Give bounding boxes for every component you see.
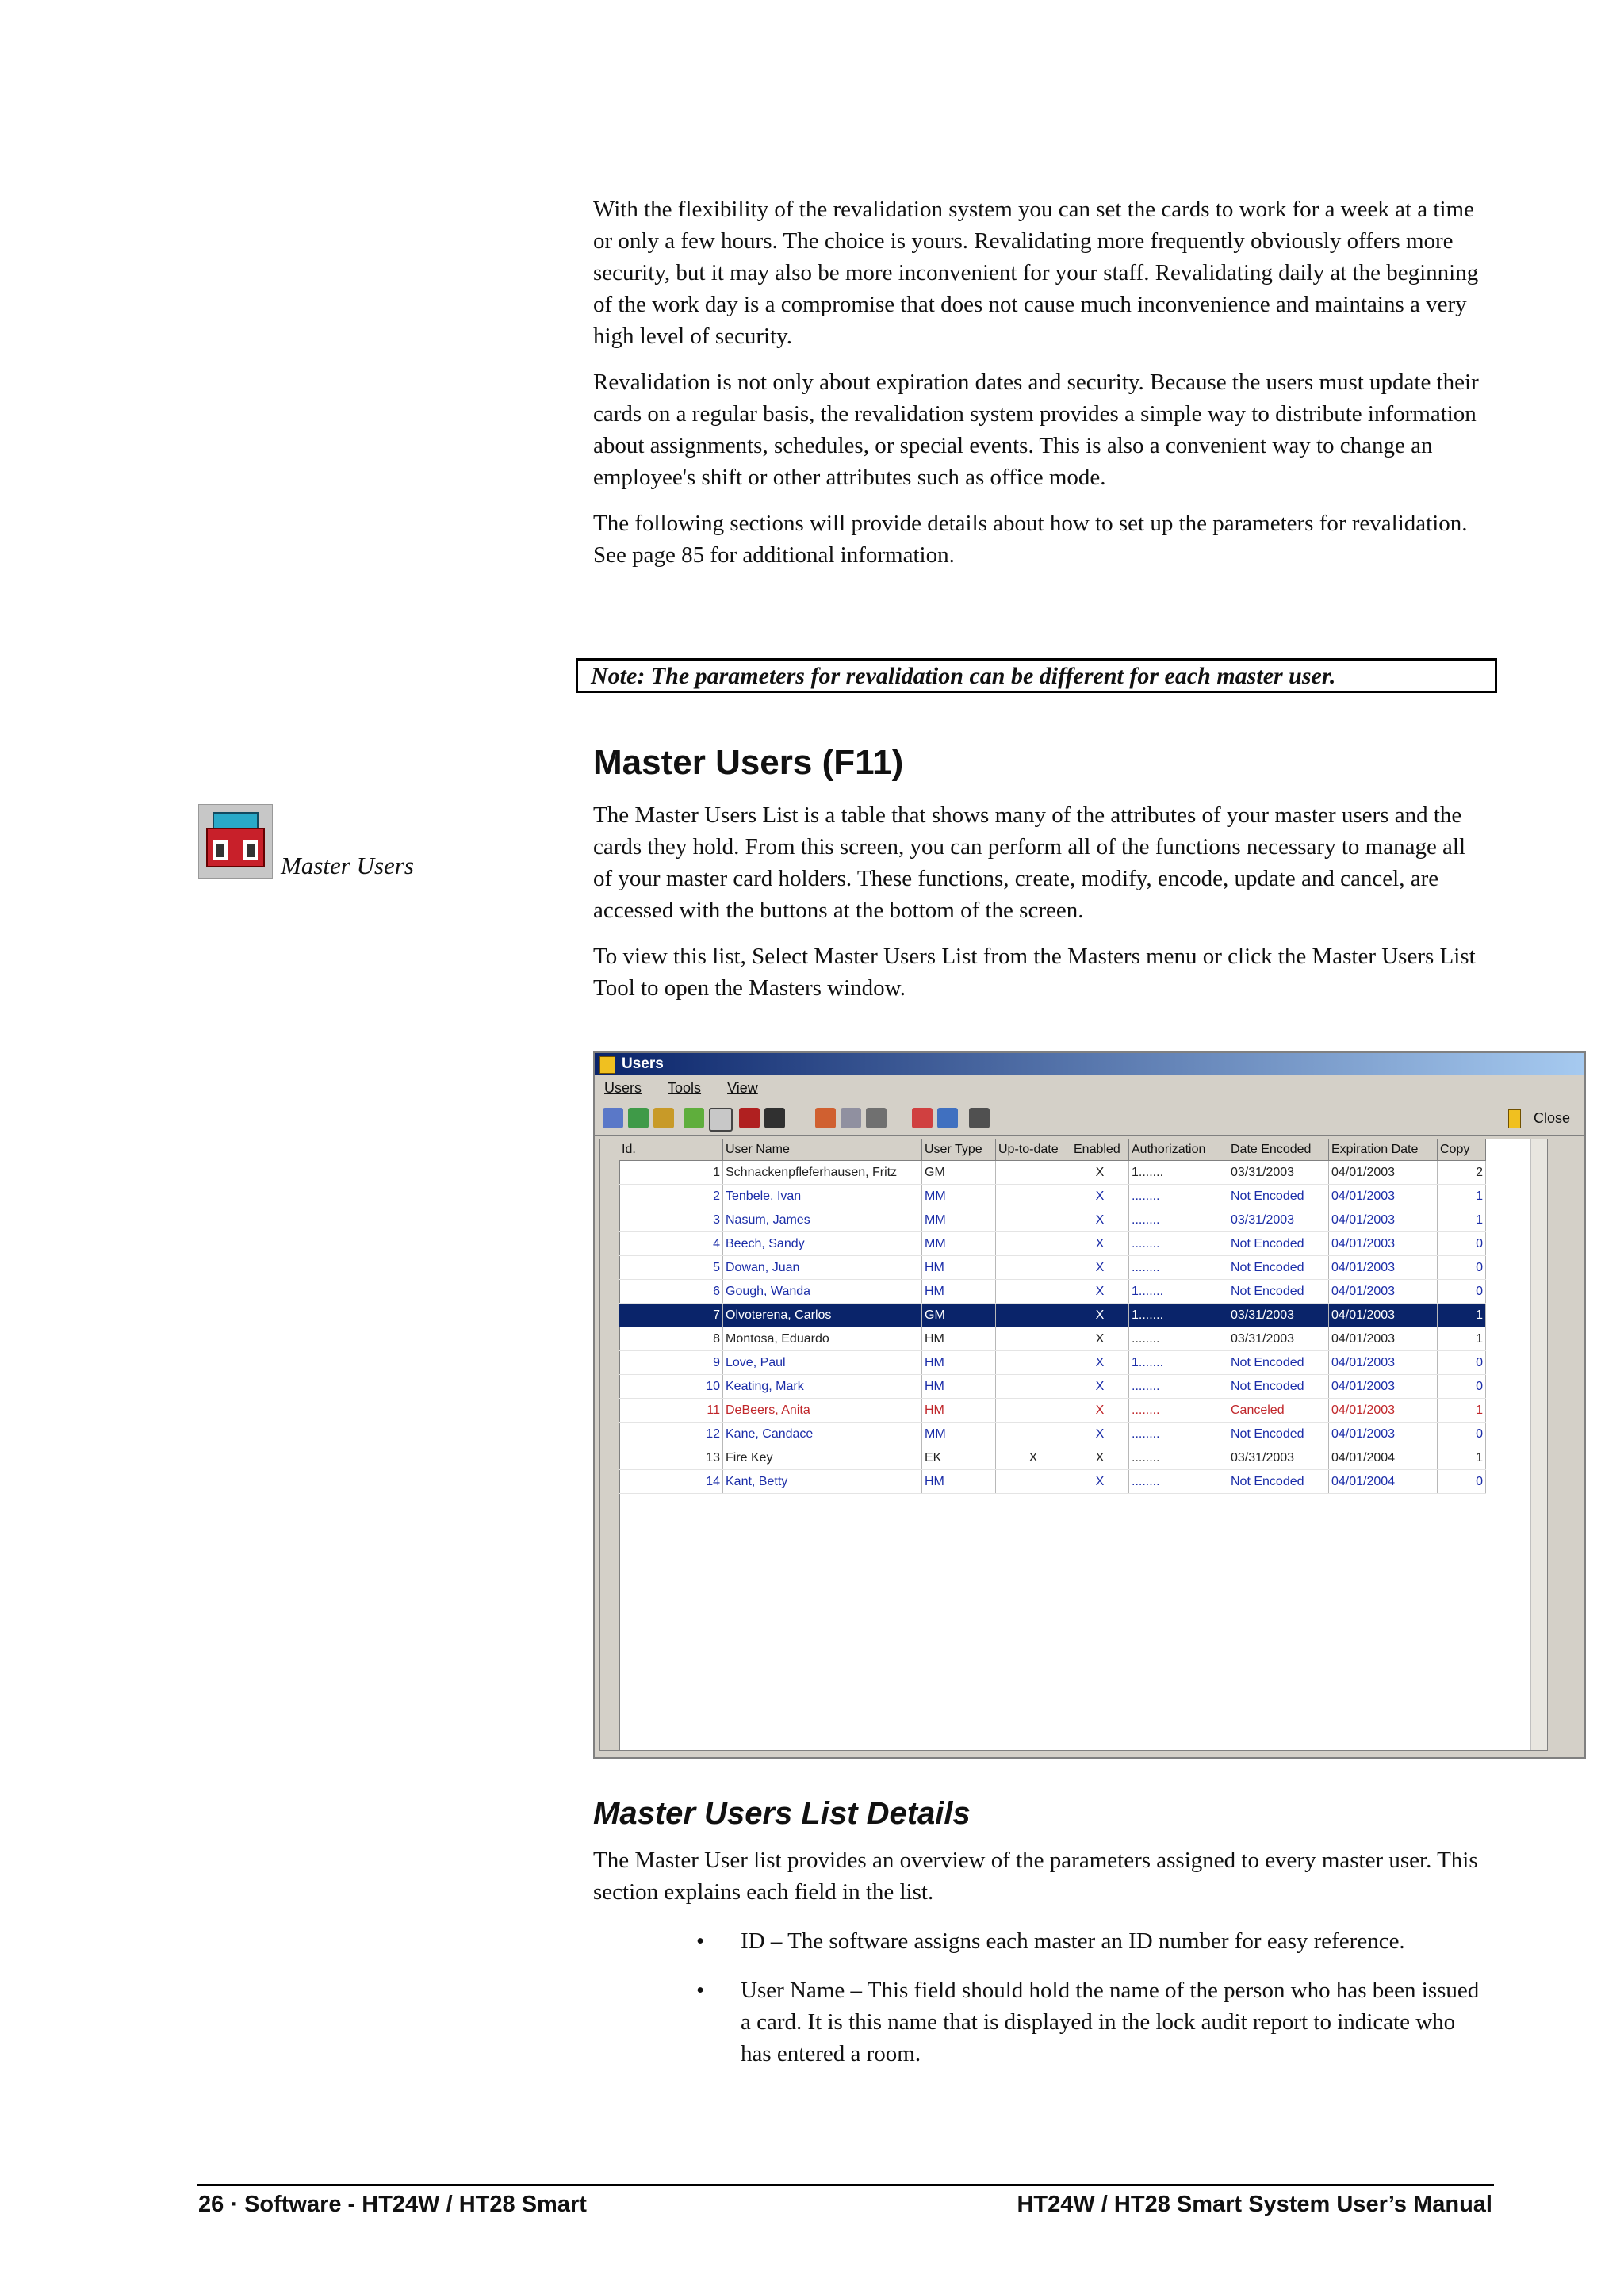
col-header-id[interactable]: Id. [619, 1139, 723, 1161]
bullet-icon: • [696, 1978, 705, 2003]
cell-type: MM [922, 1232, 996, 1256]
bullet-icon: • [696, 1928, 705, 1954]
close-button[interactable] [1502, 1106, 1578, 1130]
users-grid [599, 1139, 1548, 1751]
list-item [696, 1925, 1481, 1957]
cell-type: HM [922, 1375, 996, 1399]
cell-id: 11 [619, 1399, 723, 1423]
card-icon[interactable] [739, 1108, 760, 1128]
cell-expires: 04/01/2003 [1329, 1351, 1438, 1375]
cell-uptodate [996, 1375, 1071, 1399]
cell-encoded: Not Encoded [1228, 1351, 1329, 1375]
table-row[interactable] [619, 1446, 1486, 1470]
cell-uptodate: X [996, 1446, 1071, 1470]
table-row[interactable] [619, 1185, 1486, 1208]
cell-copy: 1 [1438, 1446, 1486, 1470]
cell-copy: 0 [1438, 1280, 1486, 1304]
master-users-icon [198, 804, 273, 879]
cell-type: HM [922, 1256, 996, 1280]
cell-type: MM [922, 1185, 996, 1208]
menu-users[interactable]: Users [604, 1080, 642, 1096]
list-item [696, 1974, 1481, 2070]
cell-copy: 2 [1438, 1161, 1486, 1185]
col-header-enabled[interactable]: Enabled [1071, 1139, 1129, 1161]
cell-enabled: X [1071, 1185, 1129, 1208]
cell-enabled: X [1071, 1327, 1129, 1351]
cell-expires: 04/01/2003 [1329, 1232, 1438, 1256]
table-header [619, 1139, 1486, 1161]
details-paragraph: The Master User list provides an overview of the parameters assigned to every master user. This section explains each field in the list. [593, 1848, 1478, 1905]
cell-id: 8 [619, 1327, 723, 1351]
cell-name: Dowan, Juan [723, 1256, 922, 1280]
cell-auth: ........ [1129, 1470, 1228, 1494]
col-header-authorization[interactable]: Authorization [1129, 1139, 1228, 1161]
cell-expires: 04/01/2003 [1329, 1280, 1438, 1304]
cell-copy: 0 [1438, 1351, 1486, 1375]
intro-paragraph: The following sections will provide details about how to set up the parameters for revalidation. See page 85 for additional information. [593, 511, 1468, 568]
cell-enabled: X [1071, 1208, 1129, 1232]
cell-id: 10 [619, 1375, 723, 1399]
cell-name: Fire Key [723, 1446, 922, 1470]
cell-uptodate [996, 1423, 1071, 1446]
trash-icon[interactable] [764, 1108, 785, 1128]
cell-id: 6 [619, 1280, 723, 1304]
table-row[interactable] [619, 1351, 1486, 1375]
cell-id: 12 [619, 1423, 723, 1446]
footer-left: 26 · Software - HT24W / HT28 Smart [198, 2192, 587, 2217]
cell-enabled: X [1071, 1161, 1129, 1185]
cell-uptodate [996, 1351, 1071, 1375]
cell-enabled: X [1071, 1375, 1129, 1399]
table-row[interactable] [619, 1470, 1486, 1494]
cell-type: MM [922, 1208, 996, 1232]
cell-auth: ........ [1129, 1399, 1228, 1423]
cell-encoded: 03/31/2003 [1228, 1446, 1329, 1470]
cell-encoded: 03/31/2003 [1228, 1327, 1329, 1351]
cell-enabled: X [1071, 1446, 1129, 1470]
cell-type: GM [922, 1161, 996, 1185]
cell-name: Kant, Betty [723, 1470, 922, 1494]
search-icon[interactable] [709, 1108, 733, 1132]
cell-copy: 1 [1438, 1304, 1486, 1327]
cell-copy: 0 [1438, 1375, 1486, 1399]
app-icon [599, 1056, 615, 1074]
cell-expires: 04/01/2003 [1329, 1327, 1438, 1351]
cell-auth: ........ [1129, 1185, 1228, 1208]
cell-type: GM [922, 1304, 996, 1327]
cell-encoded: 03/31/2003 [1228, 1208, 1329, 1232]
cell-encoded: 03/31/2003 [1228, 1161, 1329, 1185]
cell-auth: 1....... [1129, 1161, 1228, 1185]
cell-uptodate [996, 1185, 1071, 1208]
cell-copy: 1 [1438, 1208, 1486, 1232]
toolbar [595, 1101, 1584, 1136]
report-icon[interactable] [969, 1108, 990, 1128]
table-row[interactable] [619, 1375, 1486, 1399]
menu-view[interactable]: View [727, 1080, 758, 1096]
cell-encoded: 03/31/2003 [1228, 1304, 1329, 1327]
cell-id: 4 [619, 1232, 723, 1256]
door-icon [1508, 1109, 1521, 1128]
cell-id: 9 [619, 1351, 723, 1375]
copy-icon[interactable] [841, 1108, 861, 1128]
cell-name: Tenbele, Ivan [723, 1185, 922, 1208]
cell-name: Olvoterena, Carlos [723, 1304, 922, 1327]
cell-enabled: X [1071, 1470, 1129, 1494]
cell-enabled: X [1071, 1351, 1129, 1375]
cell-type: HM [922, 1327, 996, 1351]
cell-expires: 04/01/2003 [1329, 1256, 1438, 1280]
cell-id: 1 [619, 1161, 723, 1185]
import-icon[interactable] [653, 1108, 674, 1128]
cell-enabled: X [1071, 1399, 1129, 1423]
cell-enabled: X [1071, 1304, 1129, 1327]
cell-uptodate [996, 1304, 1071, 1327]
master-section-body [593, 799, 1481, 1018]
help-icon[interactable] [912, 1108, 933, 1128]
section-heading: Master Users (F11) [593, 743, 904, 782]
field-list [696, 1925, 1481, 2087]
cell-id: 13 [619, 1446, 723, 1470]
footer-right: HT24W / HT28 Smart System User’s Manual [1017, 2192, 1492, 2217]
cell-auth: ........ [1129, 1208, 1228, 1232]
cell-enabled: X [1071, 1280, 1129, 1304]
cell-type: HM [922, 1351, 996, 1375]
note-box: Note: The parameters for revalidation can be different for each master user. [576, 658, 1497, 693]
cell-auth: ........ [1129, 1256, 1228, 1280]
cell-type: HM [922, 1399, 996, 1423]
cell-encoded: Not Encoded [1228, 1280, 1329, 1304]
cell-type: EK [922, 1446, 996, 1470]
cell-expires: 04/01/2003 [1329, 1399, 1438, 1423]
cell-type: MM [922, 1423, 996, 1446]
list-item-text: User Name – This field should hold the name of the person who has been issued a card. It is this name that is displayed in the lock audit report to indicate who has entered a room. [741, 1978, 1480, 2066]
cell-expires: 04/01/2003 [1329, 1185, 1438, 1208]
table-row[interactable] [619, 1232, 1486, 1256]
col-header-up-to-date[interactable]: Up-to-date [996, 1139, 1071, 1161]
cell-uptodate [996, 1280, 1071, 1304]
cell-id: 7 [619, 1304, 723, 1327]
cell-copy: 0 [1438, 1256, 1486, 1280]
cell-name: Gough, Wanda [723, 1280, 922, 1304]
cell-enabled: X [1071, 1232, 1129, 1256]
cell-id: 5 [619, 1256, 723, 1280]
cell-expires: 04/01/2003 [1329, 1423, 1438, 1446]
table-row[interactable] [619, 1423, 1486, 1446]
cell-auth: ........ [1129, 1446, 1228, 1470]
window-title: Users [622, 1055, 664, 1072]
cell-name: Nasum, James [723, 1208, 922, 1232]
cell-id: 2 [619, 1185, 723, 1208]
users-table [619, 1139, 1486, 1494]
intro-paragraph: With the flexibility of the revalidation system you can set the cards to work for a week at a time or only a few hours. The choice is yours. Revalidating more frequently obviously offers more security, but it may also be more inconvenient for your staff. Revalidating daily at the beginning of the work day is a compromise that does not cause much inconvenience and maintains a very high level of security. [593, 197, 1479, 349]
cell-name: Love, Paul [723, 1351, 922, 1375]
row-selector-column[interactable] [600, 1139, 620, 1750]
table-row[interactable] [619, 1161, 1486, 1185]
cell-copy: 0 [1438, 1232, 1486, 1256]
users-window [593, 1051, 1586, 1759]
edit-user-icon[interactable] [628, 1108, 649, 1128]
cell-expires: 04/01/2003 [1329, 1375, 1438, 1399]
col-header-user-name[interactable]: User Name [723, 1139, 922, 1161]
print-icon[interactable] [866, 1108, 887, 1128]
cell-expires: 04/01/2003 [1329, 1208, 1438, 1232]
cell-copy: 1 [1438, 1327, 1486, 1351]
table-row[interactable] [619, 1208, 1486, 1232]
cell-name: Schnackenpfleferhausen, Fritz [723, 1161, 922, 1185]
list-item-text: ID – The software assigns each master an ID number for easy reference. [741, 1928, 1405, 1954]
table-row[interactable] [619, 1399, 1486, 1423]
cell-auth: 1....... [1129, 1304, 1228, 1327]
cell-auth: ........ [1129, 1327, 1228, 1351]
col-header-user-type[interactable]: User Type [922, 1139, 996, 1161]
cell-type: HM [922, 1470, 996, 1494]
cell-copy: 0 [1438, 1423, 1486, 1446]
cell-name: Kane, Candace [723, 1423, 922, 1446]
cell-expires: 04/01/2004 [1329, 1470, 1438, 1494]
cell-copy: 0 [1438, 1470, 1486, 1494]
col-header-copy[interactable]: Copy [1438, 1139, 1486, 1161]
table-row[interactable] [619, 1280, 1486, 1304]
cell-uptodate [996, 1256, 1071, 1280]
cell-enabled: X [1071, 1256, 1129, 1280]
cell-uptodate [996, 1232, 1071, 1256]
cell-encoded: Canceled [1228, 1399, 1329, 1423]
cell-copy: 1 [1438, 1399, 1486, 1423]
table-row[interactable] [619, 1327, 1486, 1351]
cell-uptodate [996, 1399, 1071, 1423]
cell-uptodate [996, 1161, 1071, 1185]
table-row[interactable] [619, 1304, 1486, 1327]
cell-encoded: Not Encoded [1228, 1256, 1329, 1280]
cell-expires: 04/01/2004 [1329, 1446, 1438, 1470]
vertical-scrollbar[interactable] [1530, 1139, 1547, 1750]
cell-auth: ........ [1129, 1375, 1228, 1399]
cell-id: 3 [619, 1208, 723, 1232]
cell-auth: 1....... [1129, 1351, 1228, 1375]
subsection-heading: Master Users List Details [593, 1796, 971, 1831]
cell-copy: 1 [1438, 1185, 1486, 1208]
cell-auth: ........ [1129, 1232, 1228, 1256]
cell-name: DeBeers, Anita [723, 1399, 922, 1423]
sidebar-label: Master Users [281, 852, 414, 879]
col-header-date-encoded[interactable]: Date Encoded [1228, 1139, 1329, 1161]
cell-uptodate [996, 1327, 1071, 1351]
cell-enabled: X [1071, 1423, 1129, 1446]
col-header-expiration-date[interactable]: Expiration Date [1329, 1139, 1438, 1161]
pencil-icon[interactable] [937, 1108, 958, 1128]
intro-paragraph: Revalidation is not only about expiration dates and security. Because the users must update their cards on a regular basis, the revalidation system provides a simple way to distribute information about assignments, schedules, or special events. This is also a convenient way to change an employee's shift or other attributes such as office mode. [593, 370, 1479, 490]
cell-encoded: Not Encoded [1228, 1470, 1329, 1494]
cell-name: Keating, Mark [723, 1375, 922, 1399]
page-footer [198, 2192, 1492, 2223]
details-section-body [593, 1844, 1481, 1922]
footer-rule [197, 2184, 1494, 2186]
new-user-icon[interactable] [603, 1108, 623, 1128]
cell-name: Beech, Sandy [723, 1232, 922, 1256]
cell-encoded: Not Encoded [1228, 1185, 1329, 1208]
master-paragraph: The Master Users List is a table that shows many of the attributes of your master users and the cards they hold. From this screen, you can perform all of the functions necessary to manage all of your master card holders. These functions, create, modify, encode, update and cancel, are accessed with the buttons at the bottom of the screen. [593, 802, 1466, 923]
cell-uptodate [996, 1208, 1071, 1232]
cell-auth: ........ [1129, 1423, 1228, 1446]
cell-encoded: Not Encoded [1228, 1423, 1329, 1446]
cell-id: 14 [619, 1470, 723, 1494]
close-button-label: Close [1533, 1110, 1570, 1126]
intro-section [593, 193, 1481, 585]
cell-name: Montosa, Eduardo [723, 1327, 922, 1351]
cell-uptodate [996, 1470, 1071, 1494]
cell-type: HM [922, 1280, 996, 1304]
cell-expires: 04/01/2003 [1329, 1161, 1438, 1185]
window-title-bar[interactable] [595, 1053, 1584, 1075]
refresh-icon[interactable] [815, 1108, 836, 1128]
menu-tools[interactable]: Tools [668, 1080, 702, 1096]
master-paragraph: To view this list, Select Master Users List from the Masters menu or click the Master Users List Tool to open the Masters window. [593, 944, 1476, 1001]
table-row[interactable] [619, 1256, 1486, 1280]
cell-expires: 04/01/2003 [1329, 1304, 1438, 1327]
cell-auth: 1....... [1129, 1280, 1228, 1304]
encode-icon[interactable] [684, 1108, 704, 1128]
menu-bar [595, 1077, 1584, 1099]
cell-encoded: Not Encoded [1228, 1232, 1329, 1256]
cell-encoded: Not Encoded [1228, 1375, 1329, 1399]
